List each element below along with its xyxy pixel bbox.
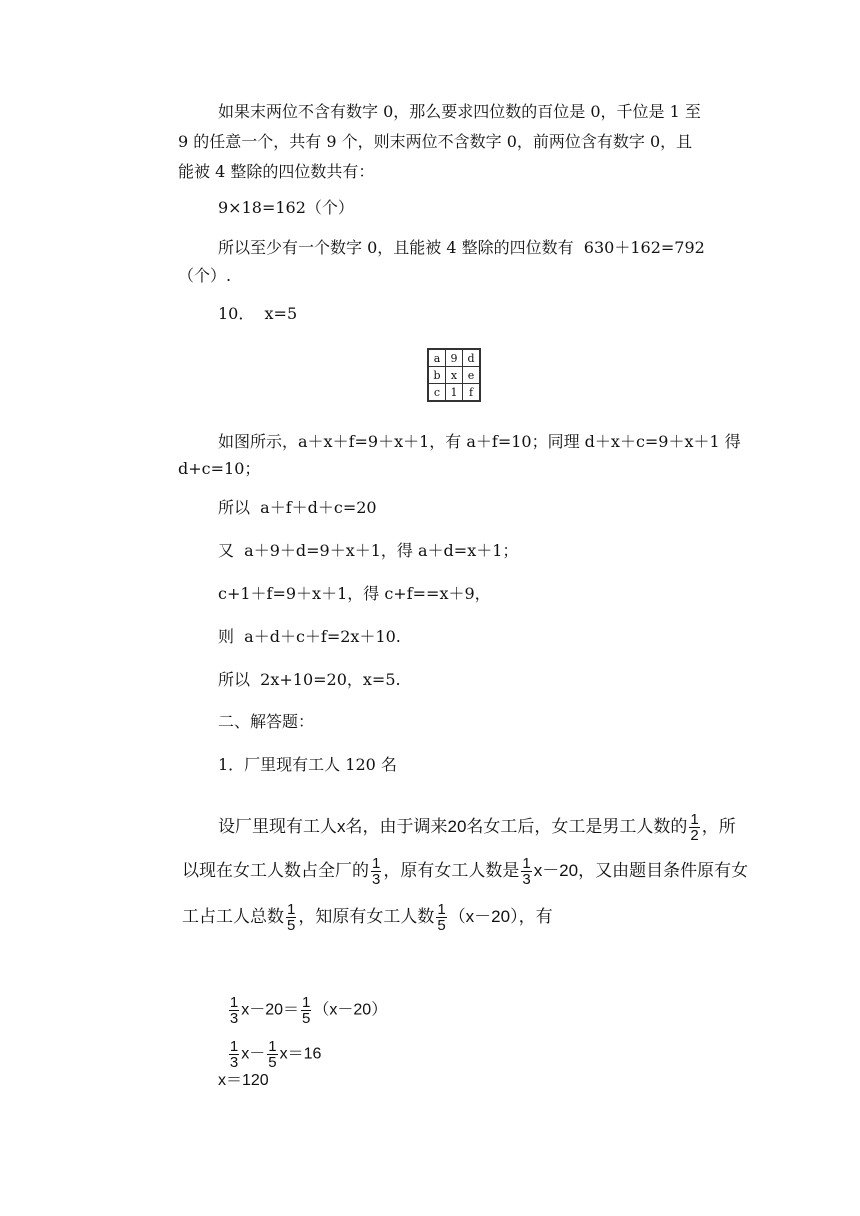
grid-cell: x (446, 367, 463, 384)
fraction-fifth (267, 1039, 277, 1070)
para3-line1: 如图所示，a＋x＋f=9＋x＋1，有 a＋f=10；同理 d＋x＋c=9＋x＋1 得 (218, 432, 741, 451)
numerator: 1 (268, 1038, 277, 1055)
equation-3: x＝120 (218, 1072, 269, 1089)
solution-text: ，知原有女工人数 (298, 907, 435, 926)
para1-line2: 9 的任意一个，共有 9 个，则末两位不含数字 0，前两位含有数字 0，且 (178, 132, 693, 151)
fraction-third (229, 1039, 239, 1070)
q1-answer: 1．厂里现有工人 120 名 (218, 755, 397, 774)
solution-text: ，原有女工人数是 (383, 861, 520, 880)
grid-cell: c (428, 384, 446, 402)
solution-text: 设厂里现有工人x名，由于调来20名女工后，女工是男工人数的 (218, 817, 688, 836)
solution-text: （x－20），有 (448, 907, 553, 926)
denominator: 5 (287, 917, 296, 935)
equation-2 (218, 1021, 321, 1070)
denominator: 3 (522, 871, 531, 889)
line-so2: 所以 2x+10=20，x=5. (218, 670, 401, 689)
fraction-third (371, 856, 381, 887)
fraction-third (521, 856, 531, 887)
denominator: 5 (268, 1054, 277, 1071)
grid-cell: 1 (446, 384, 463, 402)
solution-text: ，所 (701, 817, 736, 836)
denominator: 5 (437, 917, 446, 935)
fraction-half (689, 812, 699, 843)
numerator: 1 (302, 994, 311, 1011)
denominator: 3 (229, 1010, 239, 1027)
grid-cell: e (463, 367, 481, 384)
solution-text: 以现在女工人数占全厂的 (182, 861, 369, 880)
fraction-fifth (286, 902, 296, 933)
para1-line1: 如果末两位不含有数字 0，那么要求四位数的百位是 0，千位是 1 至 (218, 102, 701, 121)
solution-text: x－20，又由题目条件原有女 (533, 861, 749, 880)
numerator: 1 (372, 855, 381, 873)
denominator: 5 (302, 1010, 311, 1027)
equation-text: x＝16 (279, 1045, 322, 1063)
para2-line1: 所以至少有一个数字 0，且能被 4 整除的四位数有 630＋162=792 (218, 238, 705, 257)
line-so1: 所以 a＋f＋d＋c=20 (218, 498, 377, 517)
number-grid (427, 348, 481, 402)
fraction-fifth (436, 902, 446, 933)
para2-line2: （个）. (178, 266, 232, 285)
equation-text: x－ (241, 1045, 266, 1063)
numerator: 1 (690, 811, 699, 829)
numerator: 1 (287, 901, 296, 919)
denominator: 2 (690, 827, 699, 845)
equation-text: （x－20） (313, 1001, 388, 1019)
denominator: 3 (229, 1054, 239, 1071)
grid-cell: b (428, 367, 446, 384)
equation-text: x－20＝ (241, 1001, 300, 1019)
para3-line2: d+c=10； (178, 459, 261, 478)
solution-line3 (182, 902, 742, 933)
calc1: 9×18=162（个） (218, 198, 354, 217)
numerator: 1 (437, 901, 446, 919)
denominator: 3 (372, 871, 381, 889)
line-again: 又 a＋9＋d=9＋x＋1，得 a＋d=x＋1； (218, 541, 519, 560)
equation-1 (218, 977, 387, 1026)
grid-cell: 9 (446, 349, 463, 367)
solution-line1 (218, 812, 778, 843)
solution-line2 (182, 855, 749, 889)
numerator: 1 (522, 855, 531, 873)
grid-cell: a (428, 349, 446, 367)
numerator: 1 (229, 994, 239, 1011)
grid-cell: f (463, 384, 481, 402)
q10-answer: 10． x=5 (218, 304, 298, 323)
line-then: 则 a＋d＋c＋f=2x＋10. (218, 627, 401, 646)
grid-cell: d (463, 349, 481, 367)
numerator: 1 (229, 1038, 239, 1055)
para1-line3: 能被 4 整除的四位数共有： (178, 162, 375, 181)
line-c: c+1＋f=9＋x＋1，得 c+f==x＋9， (218, 584, 491, 603)
section-heading: 二、解答题： (218, 712, 315, 731)
solution-text: 工占工人总数 (182, 907, 284, 926)
